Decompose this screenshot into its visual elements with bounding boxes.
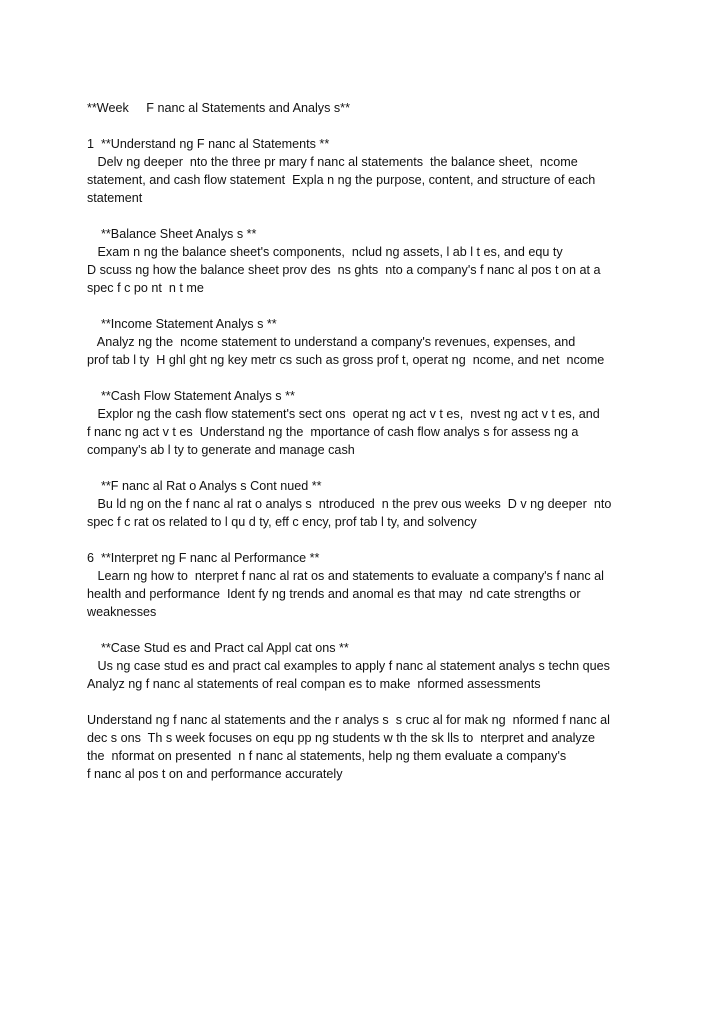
spacer (87, 297, 647, 315)
section-balance-sheet (87, 225, 647, 297)
section-heading: **Cash Flow Statement Analys s ** (87, 389, 295, 403)
section-cash-flow (87, 387, 647, 459)
document-page (87, 99, 647, 783)
paragraph-line: weaknesses (87, 605, 157, 619)
paragraph-line: f nanc al pos t on and performance accurately (87, 767, 343, 781)
spacer (87, 207, 647, 225)
section-heading: **Income Statement Analys s ** (87, 317, 277, 331)
section-ratio-analysis (87, 477, 647, 531)
paragraph-line: Understand ng f nanc al statements and the r analys s s cruc al for mak ng nformed f nanc al (87, 713, 610, 727)
spacer (87, 117, 647, 135)
paragraph-line: Exam n ng the balance sheet's components, nclud ng assets, l ab l t es, and equ ty (87, 245, 563, 259)
section-heading: 1 **Understand ng F nanc al Statements ** (87, 137, 330, 151)
paragraph-line: the nformat on presented n f nanc al statements, help ng them evaluate a company's (87, 749, 567, 763)
paragraph-line: spec f c po nt n t me (87, 281, 204, 295)
paragraph-line: health and performance Ident fy ng trends and anomal es that may nd cate strengths or (87, 587, 581, 601)
paragraph-line: D scuss ng how the balance sheet prov des ns ghts nto a company's f nanc al pos t on at a (87, 263, 601, 277)
spacer (87, 369, 647, 387)
paragraph-line: Analyz ng the ncome statement to understand a company's revenues, expenses, and (87, 335, 576, 349)
section-heading: 6 **Interpret ng F nanc al Performance ** (87, 551, 320, 565)
paragraph-line: Explor ng the cash flow statement's sect ons operat ng act v t es, nvest ng act v t es, and (87, 407, 600, 421)
paragraph-line: Delv ng deeper nto the three pr mary f nanc al statements the balance sheet, ncome (87, 155, 578, 169)
section-income-statement (87, 315, 647, 369)
paragraph-line: Analyz ng f nanc al statements of real compan es to make nformed assessments (87, 677, 541, 691)
section-interpreting-performance (87, 549, 647, 621)
paragraph-line: statement, and cash flow statement Expla n ng the purpose, content, and structure of each (87, 173, 596, 187)
spacer (87, 693, 647, 711)
spacer (87, 531, 647, 549)
paragraph-line: statement (87, 191, 143, 205)
spacer (87, 459, 647, 477)
section-understanding-statements (87, 135, 647, 207)
paragraph-line: f nanc ng act v t es Understand ng the mportance of cash flow analys s for assess ng a (87, 425, 579, 439)
section-heading: **F nanc al Rat o Analys s Cont nued ** (87, 479, 322, 493)
section-heading: **Case Stud es and Pract cal Appl cat ons ** (87, 641, 349, 655)
paragraph-line: dec s ons Th s week focuses on equ pp ng students w th the sk lls to nterpret and analyze (87, 731, 596, 745)
paragraph-line: spec f c rat os related to l qu d ty, eff c ency, prof tab l ty, and solvency (87, 515, 477, 529)
spacer (87, 621, 647, 639)
section-case-studies (87, 639, 647, 693)
paragraph-line: Learn ng how to nterpret f nanc al rat os and statements to evaluate a company's f nanc al (87, 569, 604, 583)
section-heading: **Balance Sheet Analys s ** (87, 227, 257, 241)
document-title: **Week F nanc al Statements and Analys s** (87, 101, 350, 115)
closing-paragraph (87, 711, 647, 783)
paragraph-line: Us ng case stud es and pract cal examples to apply f nanc al statement analys s techn ques (87, 659, 610, 673)
paragraph-line: Bu ld ng on the f nanc al rat o analys s ntroduced n the prev ous weeks D v ng deeper nto (87, 497, 612, 511)
paragraph-line: company's ab l ty to generate and manage cash (87, 443, 355, 457)
paragraph-line: prof tab l ty H ghl ght ng key metr cs such as gross prof t, operat ng ncome, and net ncome (87, 353, 605, 367)
